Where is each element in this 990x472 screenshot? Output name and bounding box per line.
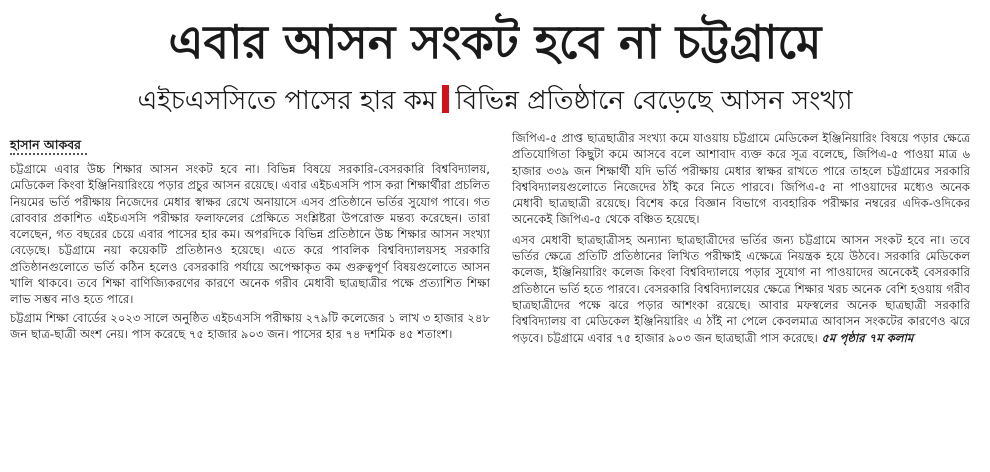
left-paragraph-1: চট্টগ্রামে এবার উচ্চ শিক্ষার আসন সংকট হবে না। বিভিন্ন বিষয়ে সরকারি-বেসরকারি বিশ্ববিদ্যালয়, মেডিকেল কিংবা ইঞ্জিনিয়ারিংয়ে পড়ার প্রচুর আসন রয়েছে। এবার এইচএসসি পাস করা শিক্ষার্থীরা প্রচলিত নিয়মের ভর্তি পরীক্ষায় নিজেদের মেধার স্বাক্ষর রেখে অনায়াসে এসব প্রতিষ্ঠানে ভর্তির সুযোগ পাবে। গত রোববার প্রকাশিত এইচএসসি পরীক্ষার ফলাফলের প্রেক্ষিতে সংশ্লিষ্টরা উপরোক্ত মন্তব্য করেছেন। তারা বলেছেন, গত বছরের চেয়ে এবার পাসের হার কম। অপরদিকে বিভিন্ন প্রতিষ্ঠানে উচ্চ শিক্ষার আসন সংখ্যা বেড়েছে। চট্টগ্রামে নয়া কয়েকটি প্রতিষ্ঠানও হয়েছে। এতে করে পাবলিক বিশ্ববিদ্যালয়সহ সরকারি প্রতিষ্ঠানগুলোতে ভর্তি কঠিন হলেও বেসরকারি পর্যায়ে অপেক্ষাকৃত কম গুরুত্বপূর্ণ বিষয়গুলোতে আসন খালি থাকবে। তবে শিক্ষা বাণিজ্যিকরণের কারণে অনেক গরীব মেধাবী ছাত্রছাত্রীর পক্ষে প্রত্যাশিত শিক্ষা লাভ সম্ভব নাও হতে পারে। [10,162,490,307]
subheadline [10,82,980,124]
left-column [10,130,490,346]
headline: এবার আসন সংকট হবে না চট্টগ্রামে [168,15,822,69]
right-paragraph-2 [512,232,970,346]
continuation-note: ৫ম পৃষ্ঠার ৭ম কলাম [821,330,914,345]
article-columns [10,130,980,346]
subheadline-right: বিভিন্ন প্রতিষ্ঠানে বেড়েছে আসন সংখ্যা [455,86,853,116]
left-paragraph-2: চট্টগ্রাম শিক্ষা বোর্ডের ২০২৩ সালে অনুষ্ঠিত এইচএসসি পরীক্ষায় ২৭৯টি কলেজের ১ লাখ ৩ হাজার ২৪৮ জন ছাত্র-ছাত্রী অংশ নেয়। পাস করেছে ৭৫ হাজার ৯০৩ জন। পাসের হার ৭৪ দশমিক ৪৫ শতাংশ। [10,310,490,341]
subheadline-separator [442,85,449,113]
byline: হাসান আকবর [10,136,87,155]
subheadline-left: এইচএসসিতে পাসের হার কম [137,86,437,116]
right-paragraph-2-text: এসব মেধাবী ছাত্রছাত্রীসহ অন্যান্য ছাত্রছাত্রীদের ভর্তির জন্য চট্টগ্রামে আসন সংকট হবে না। তবে ভর্তির ক্ষেত্রে প্রতিটি প্রতিষ্ঠানের লিখিত পরীক্ষাই এক্ষেত্রে নিয়ন্ত্রক হয়ে উঠবে। সরকারি মেডিকেল কলেজ, ইঞ্জিনিয়ারিং কলেজ কিংবা বিশ্ববিদ্যালয়ে পড়ার সুযোগ না পাওয়াদের অনেকেই বেসরকারি প্রতিষ্ঠানে ভর্তি হতে পারবে। বেসরকারি বিশ্ববিদ্যালয়ের ক্ষেত্রে শিক্ষার খরচ অনেক বেশি হওয়ায় গরীব ছাত্রছাত্রীদের পক্ষে ঝরে পড়ার আশংকা রয়েছে। আবার মফস্বলের অনেক ছাত্রছাত্রী সরকারি বিশ্ববিদ্যালয় বা মেডিকেল ইঞ্জিনিয়ারিং এ ঠাঁই না পেলে কেবলমাত্র আবাসন সংকটের কারণেও ঝরে পড়বে। চট্টগ্রামে এবার ৭৫ হাজার ৯০৩ জন ছাত্রছাত্রী পাস করেছে। [512,232,970,345]
right-column [512,130,970,346]
right-paragraph-1: জিপিএ-৫ প্রাপ্ত ছাত্রছাত্রীর সংখ্যা কমে যাওয়ায় চট্টগ্রামে মেডিকেল ইঞ্জিনিয়ারিং বিষয়ে পড়ার ক্ষেত্রে প্রতিযোগিতা কিছুটা কমে আসবে বলে আশাবাদ ব্যক্ত করে সূত্র বলেছে, জিপিএ-৫ পাওয়া মাত্র ৬ হাজার ৩৩৯ জন শিক্ষার্থী যদি ভর্তি পরীক্ষায় মেধার স্বাক্ষর রাখতে পারে তাহলে চট্টগ্রামের সরকারি বিশ্ববিদ্যালয়গুলোতে নিজেদের ঠাঁই করে নিতে পারবে। জিপিএ-৫ না পাওয়াদের মধ্যেও অনেক মেধাবী ছাত্রছাত্রী রয়েছে। বিশেষ করে বিজ্ঞান বিভাগে ব্যবহারিক পরীক্ষার নম্বরের এদিক-ওদিকের অনেকেই জিপিএ-৫ থেকে বঞ্চিত হয়েছে। [512,131,970,227]
